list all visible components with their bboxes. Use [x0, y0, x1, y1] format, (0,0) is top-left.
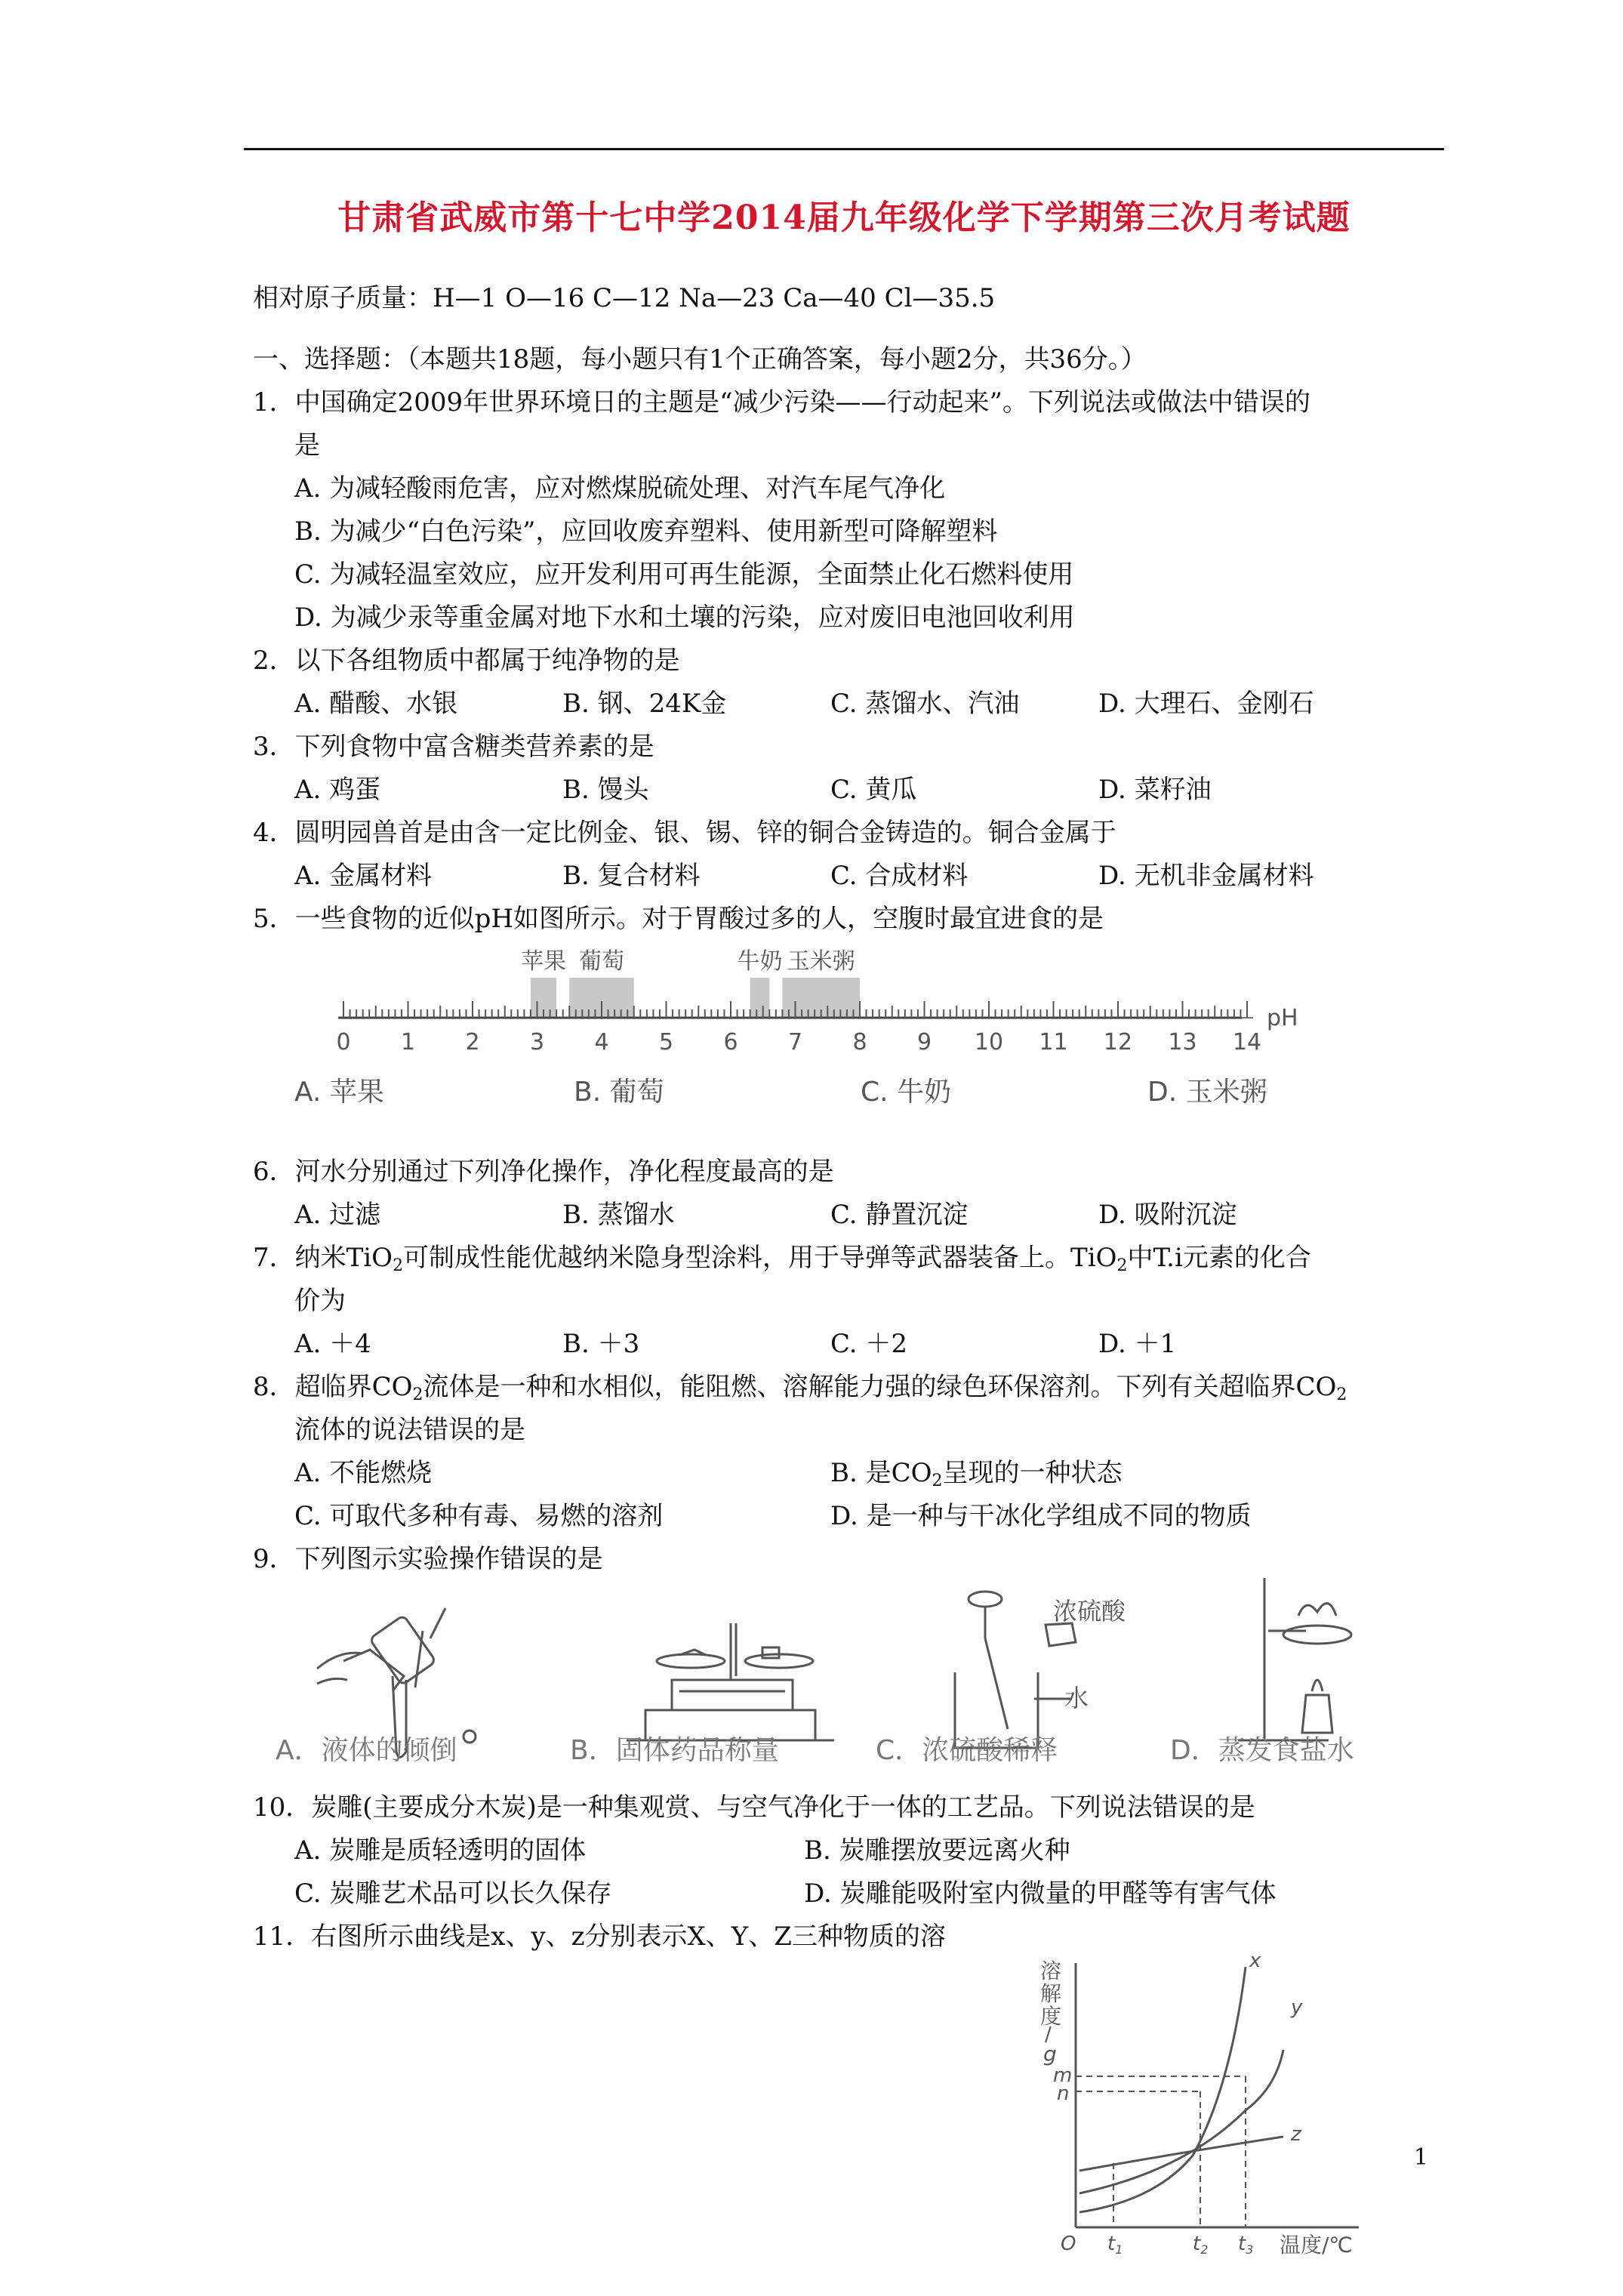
ph-tick-label: 13 — [1168, 1029, 1197, 1056]
q7-option-c: C. ＋2 — [830, 1329, 908, 1359]
ph-food-label: 玉米粥 — [787, 948, 855, 975]
q1-option-c: C. 为减轻温室效应，应开发利用可再生能源，全面禁止化石燃料使用 — [294, 559, 1074, 590]
q9-stem: 9．下列图示实验操作错误的是 — [253, 1544, 603, 1574]
q8-subscript-1: 2 — [412, 1385, 423, 1404]
q7-option-d: D. ＋1 — [1098, 1329, 1177, 1359]
solubility-curve-figure — [1034, 1952, 1381, 2284]
q8-option-c: C. 可取代多种有毒、易燃的溶剂 — [294, 1501, 664, 1531]
q5-option-a: A. 苹果 — [294, 1077, 384, 1108]
ph-tick-label: 12 — [1103, 1029, 1133, 1056]
q1-stem-cont: 是 — [294, 430, 320, 461]
q8-stem — [253, 1372, 1347, 1410]
q7-option-b: B. ＋3 — [562, 1329, 640, 1359]
y-label-2: 解 — [1040, 1981, 1062, 2006]
q9-option-c: C．浓硫酸稀释 — [876, 1735, 1058, 1766]
q3-option-d: D. 菜籽油 — [1098, 775, 1212, 805]
n-label: n — [1057, 2082, 1070, 2105]
q3-option-c: C. 黄瓜 — [830, 775, 917, 805]
q2-option-d: D. 大理石、金刚石 — [1098, 689, 1314, 719]
q9-option-d: D．蒸发食盐水 — [1170, 1735, 1354, 1766]
q10-option-d: D. 炭雕能吸附室内微量的甲醛等有害气体 — [804, 1878, 1277, 1909]
t1-base: t — [1107, 2233, 1116, 2255]
q8-subscript-2: 2 — [1336, 1385, 1347, 1404]
ph-food-label: 苹果 — [521, 948, 567, 975]
curve-x — [1079, 1967, 1246, 2212]
q7-stem-cont: 价为 — [294, 1286, 346, 1316]
q3-option-a: A. 鸡蛋 — [294, 775, 381, 805]
q8-option-b-subscript: 2 — [932, 1472, 943, 1490]
y-label-3: 度 — [1040, 2004, 1062, 2029]
q11-stem: 11．右图所示曲线是x、y、z分别表示X、Y、Z三种物质的溶 — [253, 1922, 946, 1952]
ph-food-label: 葡萄 — [579, 948, 624, 975]
q5-stem: 5．一些食物的近似pH如图所示。对于胃酸过多的人，空腹时最宜进食的是 — [253, 904, 1104, 934]
t3-subscript: 3 — [1246, 2242, 1254, 2257]
q3-option-b: B. 馒头 — [562, 775, 649, 805]
t2-base: t — [1193, 2233, 1201, 2255]
q10-option-c: C. 炭雕艺术品可以长久保存 — [294, 1878, 612, 1909]
ph-tick-label: 10 — [974, 1029, 1004, 1056]
q4-option-d: D. 无机非金属材料 — [1098, 861, 1314, 891]
q8-option-b-part2: 呈现的一种状态 — [942, 1458, 1123, 1488]
q6-option-d: D. 吸附沉淀 — [1098, 1200, 1237, 1230]
q2-option-b: B. 钢、24K金 — [562, 689, 727, 719]
q7-subscript-1: 2 — [393, 1256, 404, 1275]
q7-option-a: A. ＋4 — [294, 1329, 371, 1359]
ph-unit-label: pH — [1267, 1005, 1298, 1031]
section-heading: 一、选择题：（本题共18题，每小题只有1个正确答案，每小题2分，共36分。） — [253, 344, 1147, 374]
curve-z — [1079, 2137, 1283, 2171]
page-number: 1 — [1413, 2144, 1428, 2171]
ph-tick-label: 14 — [1232, 1029, 1262, 1056]
ph-tick-label: 11 — [1039, 1029, 1068, 1056]
ph-tick-label: 4 — [594, 1029, 609, 1056]
ph-tick-label: 5 — [658, 1029, 674, 1056]
ph-tick-label: 0 — [336, 1029, 351, 1056]
q5-option-c: C. 牛奶 — [861, 1077, 952, 1108]
q4-option-a: A. 金属材料 — [294, 861, 433, 891]
q8-option-a: A. 不能燃烧 — [294, 1458, 433, 1488]
balance-illustration — [627, 1623, 834, 1740]
header-rule — [244, 148, 1444, 150]
ph-food-label: 牛奶 — [737, 948, 783, 975]
ph-tick-label: 8 — [852, 1029, 867, 1056]
x-axis-label: 温度/℃ — [1280, 2233, 1353, 2257]
ph-tick-label: 6 — [723, 1029, 738, 1056]
q6-option-b: B. 蒸馏水 — [562, 1200, 675, 1230]
q6-option-a: A. 过滤 — [294, 1200, 381, 1230]
t2-label — [1193, 2233, 1208, 2257]
t1-label — [1107, 2233, 1123, 2257]
water-label: 水 — [1064, 1684, 1089, 1712]
q2-option-a: A. 醋酸、水银 — [294, 689, 458, 719]
ph-tick-label: 7 — [787, 1029, 803, 1056]
y-label-5: g — [1043, 2042, 1057, 2066]
q7-stem — [253, 1243, 1311, 1281]
q10-stem: 10．炭雕(主要成分木炭)是一种集观赏、与空气净化于一体的工艺品。下列说法错误的是 — [253, 1792, 1255, 1823]
q4-option-c: C. 合成材料 — [830, 861, 969, 891]
q8-option-b — [830, 1458, 1123, 1496]
q7-stem-part2: 可制成性能优越纳米隐身型涂料，用于导弹等武器装备上。TiO — [403, 1243, 1117, 1273]
q1-option-b: B. 为减少“白色污染”，应回收废弃塑料、使用新型可降解塑料 — [294, 516, 998, 547]
t2-subscript: 2 — [1200, 2242, 1209, 2257]
q10-option-b: B. 炭雕摆放要远离火种 — [804, 1835, 1070, 1866]
q9-option-a: A．液体的倾倒 — [276, 1735, 457, 1766]
q8-option-b-part1: B. 是CO — [830, 1458, 932, 1488]
m-label: m — [1053, 2064, 1073, 2087]
q2-option-c: C. 蒸馏水、汽油 — [830, 689, 1020, 719]
q1-option-a: A. 为减轻酸雨危害，应对燃煤脱硫处理、对汽车尾气净化 — [294, 473, 946, 504]
q8-stem-cont: 流体的说法错误的是 — [294, 1415, 525, 1445]
q7-stem-part1: 7．纳米TiO — [253, 1243, 393, 1273]
curve-z-label: z — [1291, 2123, 1301, 2146]
ph-tick-label: 1 — [400, 1029, 416, 1056]
q4-stem: 4．圆明园兽首是由含一定比例金、银、锡、锌的铜合金铸造的。铜合金属于 — [253, 818, 1116, 848]
q5-option-d: D. 玉米粥 — [1147, 1077, 1267, 1108]
q8-stem-part1: 8．超临界CO — [253, 1372, 413, 1402]
q2-stem: 2．以下各组物质中都属于纯净物的是 — [253, 646, 680, 676]
y-label-4: / — [1045, 2023, 1052, 2046]
q8-option-d: D. 是一种与干冰化学组成不同的物质 — [830, 1501, 1252, 1531]
t3-label — [1238, 2233, 1253, 2257]
curve-y-label: y — [1291, 1996, 1303, 2019]
ph-scale-figure — [287, 940, 1313, 1121]
curve-x-label: x — [1249, 1952, 1261, 1972]
q9-option-b: B．固体药品称量 — [570, 1735, 779, 1766]
lab-operations-figure — [272, 1578, 1381, 1767]
ph-range-bar — [750, 978, 770, 1018]
q7-stem-part3: 中T.i元素的化合 — [1127, 1243, 1311, 1273]
q6-option-c: C. 静置沉淀 — [830, 1200, 969, 1230]
q5-option-b: B. 葡萄 — [574, 1077, 664, 1108]
q8-stem-part2: 流体是一种和水相似，能阻燃、溶解能力强的绿色环保溶剂。下列有关超临界CO — [423, 1372, 1337, 1402]
q4-option-b: B. 复合材料 — [562, 861, 701, 891]
ph-tick-label: 9 — [916, 1029, 932, 1056]
ph-tick-label: 2 — [465, 1029, 480, 1056]
y-label-1: 溶 — [1040, 1959, 1062, 1983]
q10-option-a: A. 炭雕是质轻透明的固体 — [294, 1835, 587, 1866]
page-title: 甘肃省武威市第十七中学2014届九年级化学下学期第三次月考试题 — [337, 199, 1350, 237]
q6-stem: 6．河水分别通过下列净化操作，净化程度最高的是 — [253, 1157, 834, 1187]
t3-base: t — [1238, 2233, 1246, 2255]
q1-option-d: D. 为减少汞等重金属对地下水和土壤的污染，应对废旧电池回收利用 — [294, 603, 1075, 633]
atomic-mass-line: 相对原子质量：H—1 O—16 C—12 Na—23 Ca—40 Cl—35.5 — [253, 283, 996, 313]
evaporation-illustration — [1238, 1578, 1351, 1740]
acid-label: 浓硫酸 — [1053, 1597, 1126, 1626]
q7-subscript-2: 2 — [1116, 1256, 1128, 1275]
q3-stem: 3．下列食物中富含糖类营养素的是 — [253, 732, 654, 762]
ph-tick-label: 3 — [529, 1029, 545, 1056]
q1-stem: 1．中国确定2009年世界环境日的主题是“减少污染——行动起来”。下列说法或做法中错误的 — [253, 387, 1310, 418]
origin-label: O — [1061, 2233, 1076, 2255]
curve-y — [1079, 2050, 1283, 2193]
t1-subscript: 1 — [1115, 2242, 1123, 2257]
